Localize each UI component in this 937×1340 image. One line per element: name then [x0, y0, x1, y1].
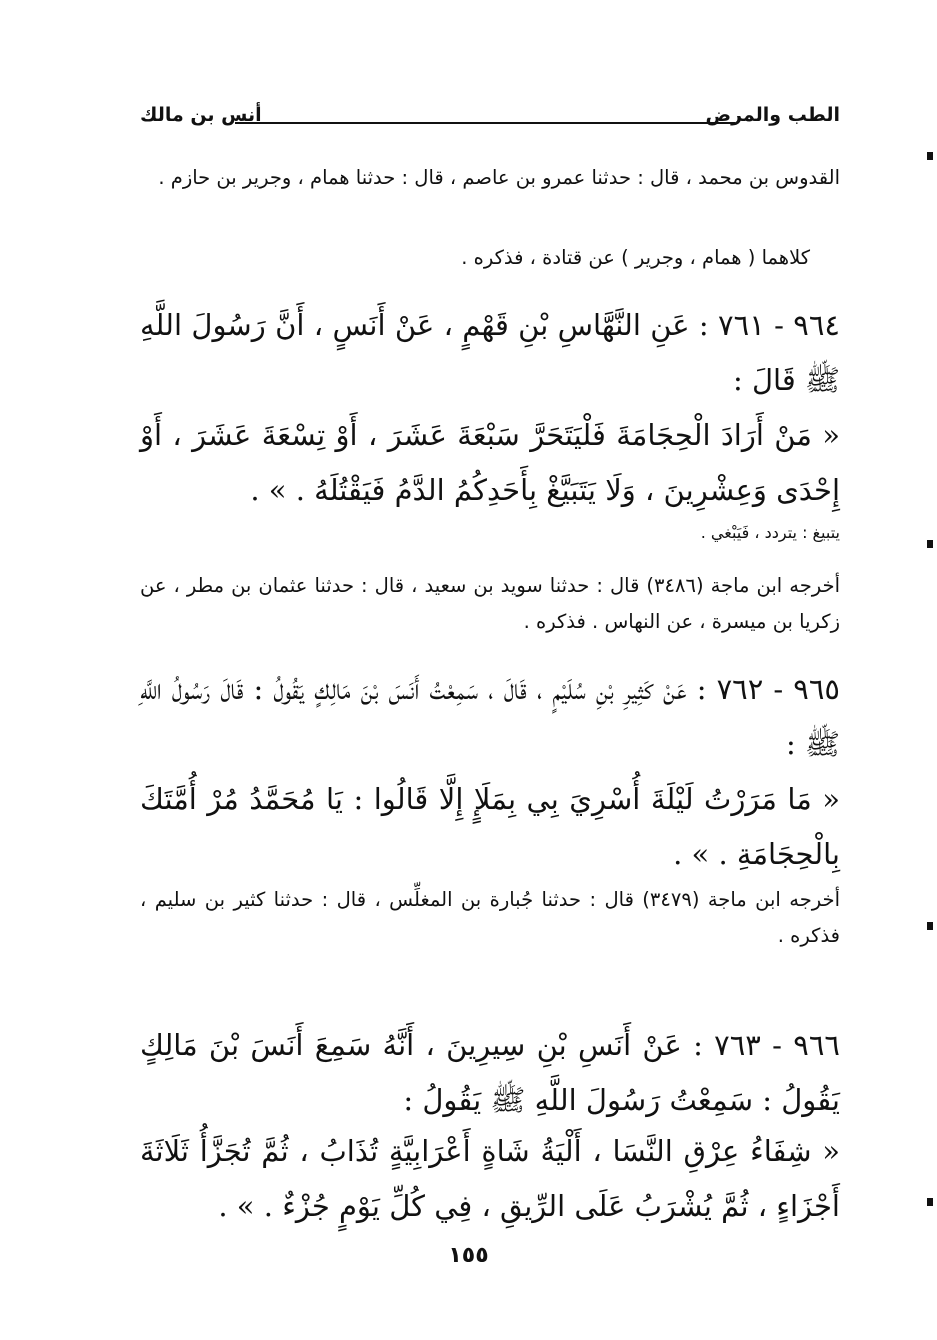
text-block-1: القدوس بن محمد ، قال : حدثنا عمرو بن عاصم ، قال : حدثنا همام ، وجرير بن حازم . — [158, 166, 840, 189]
hadith-766-header: ٩٦٦ - ٧٦٣ : عَنْ أَنَسِ بْنِ سِيرِينَ ، أَنَّهُ سَمِعَ أَنَسَ بْنَ مَالِكٍ يَقُولُ : سَمِعْتُ رَسُولَ اللَّهِ ﷺ يَقُولُ : — [140, 1028, 840, 1117]
margin-mark — [927, 152, 933, 160]
takhrij-765: أخرجه ابن ماجة (٣٤٧٩) قال : حدثنا جُبارة بن المغلِّس ، قال : حدثنا كثير بن سليم ، فذكره . — [140, 888, 840, 947]
margin-mark — [927, 1198, 933, 1206]
hadith-765-header: ٩٦٥ - ٧٦٢ : عَنْ كَثِيرِ بْنِ سُلَيْمٍ ، قَالَ ، سَمِعْتُ أَنَسَ بْنَ مَالِكٍ يَقُولُ : قَالَ رَسُولُ اللَّهِ ﷺ : — [140, 672, 840, 761]
margin-mark — [927, 540, 933, 548]
hadith-764-header: ٩٦٤ - ٧٦١ : عَنِ النَّهَّاسِ بْنِ قَهْمٍ ، عَنْ أَنَسٍ ، أَنَّ رَسُولَ اللَّهِ ﷺ قَالَ : — [140, 308, 840, 397]
chapter-title: الطب والمرض — [705, 104, 840, 126]
hadith-765-text: « مَا مَرَرْتُ لَيْلَةَ أُسْرِيَ بِي بِمَلَإٍ إِلَّا قَالُوا : يَا مُحَمَّدُ مُرْ أُمَّتَكَ بِالْحِجَامَةِ . » . — [140, 782, 840, 871]
page-number: ١٥٥ — [448, 1243, 489, 1268]
section-title: أنس بن مالك — [140, 104, 262, 126]
takhrij-764: أخرجه ابن ماجة (٣٤٨٦) قال : حدثنا سويد بن سعيد ، قال : حدثنا عثمان بن مطر ، عن زكريا بن ميسرة ، عن النهاس . فذكره . — [140, 574, 840, 633]
word-gloss: يتبيغ : يتردد ، فَيَبْغي . — [700, 523, 840, 542]
hadith-764-text: « مَنْ أَرَادَ الْحِجَامَةَ فَلْيَتَحَرَّ سَبْعَةَ عَشَرَ ، أَوْ تِسْعَةَ عَشَرَ ، أَوْ إِحْدَى وَعِشْرِينَ ، وَلَا يَتَبَيَّغْ بِأَحَدِكُمُ الدَّمُ فَيَقْتُلَهُ . » . — [140, 418, 840, 507]
margin-mark — [927, 922, 933, 930]
hadith-766-text: « شِفَاءُ عِرْقِ النَّسَا ، أَلْيَةُ شَاةٍ أَعْرَابِيَّةٍ تُذَابُ ، ثُمَّ تُجَزَّأُ ثَلَاثَةَ أَجْزَاءٍ ، ثُمَّ يُشْرَبُ عَلَى الرِّيقِ ، فِي كُلِّ يَوْمٍ جُزْءٌ . » . — [140, 1134, 840, 1223]
text-block-2: كلاهما ( همام ، وجرير ) عن قتادة ، فذكره . — [461, 246, 810, 269]
running-header — [140, 104, 840, 140]
header-rule — [235, 122, 735, 124]
